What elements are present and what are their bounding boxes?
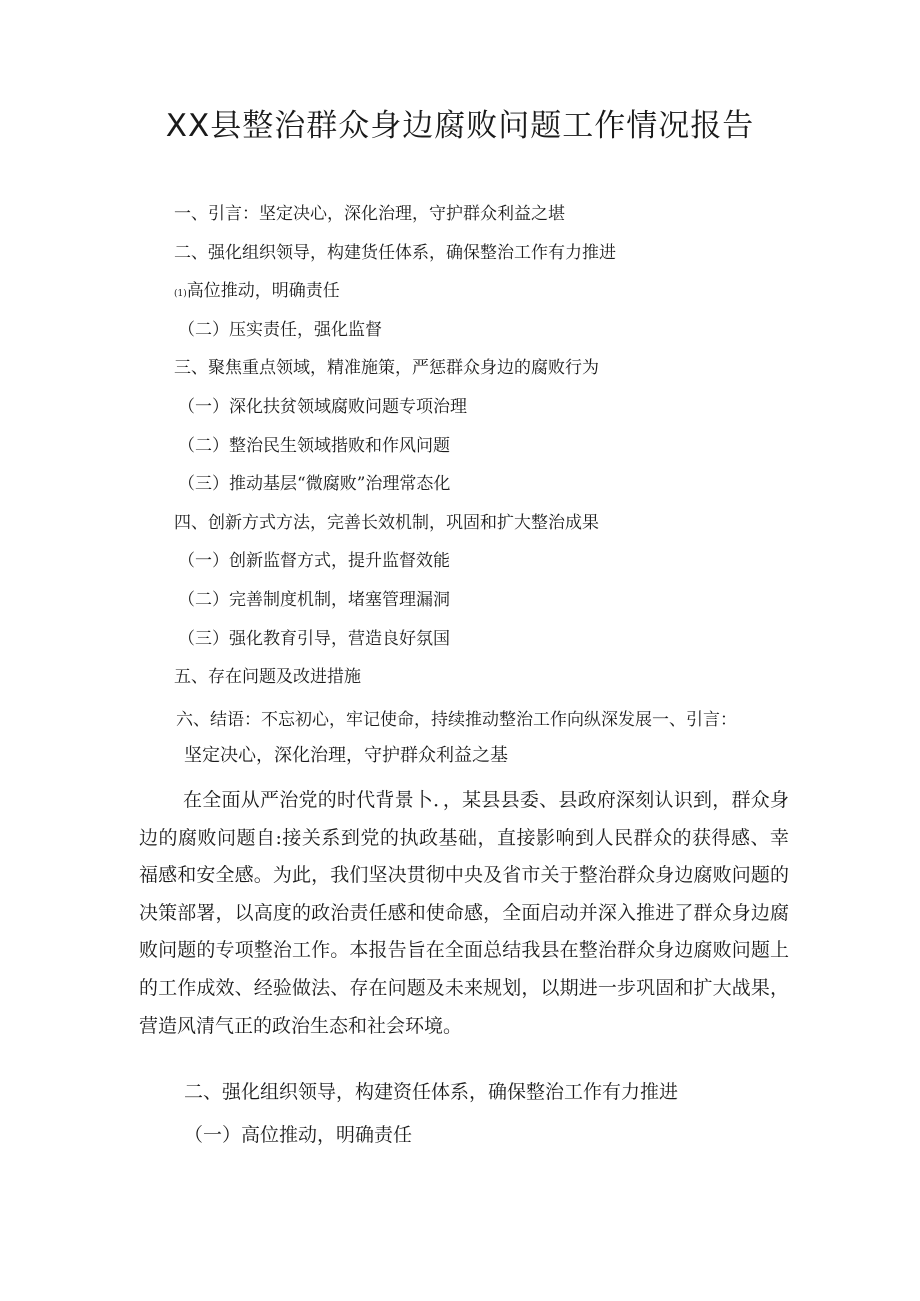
body-paragraph: 在全面从严治党的时代背景卜．，某县县委、县政府深刻认识到，群众身边的腐败问题自:接关系到党的执政基础，直接影响到人民群众的获得感、幸福感和安全感。为此，我们坚决贯彻中央及省市关于整治群众身边腐败问题的决策部署，以高度的政治责任感和使命感，全面启动并深入推进了群众身边腐败问题的专项整治工作。本报告旨在全面总结我县在整治群众身边腐败问题上的工作成效、经验做法、存在问题及未来规划，以期进一步巩固和扩大战果，营造风清气正的政治生态和社会环境。 [139,789,789,1037]
toc-item: （二）完善制度机制，堵塞管理漏洞 [178,589,450,610]
toc-item: 三、聚焦重点领域，精准施策，严惩群众身边的腐败行为 [174,358,599,379]
toc-item-prefix: (1) [174,289,187,300]
toc-item: （二）压实责任，强化监督 [178,319,382,340]
toc-item-label: 高位推动，明确责任 [186,281,340,302]
toc-item: （三）强化教育引导，营造良好氛国 [178,628,450,649]
toc-item [174,278,814,317]
toc-item: （一）创新监督方式，提升监督效能 [178,551,450,572]
document-title: XX县整治群众身边腐败问题工作情况报告 [165,108,755,144]
toc-item: 二、强化组织领导，构建货任体系，确保整治工作有力推进 [174,242,616,263]
toc-item: 五、存在问题及改进措施 [174,667,361,688]
toc-item: （二）整治民生领域揩败和作风问题 [178,435,450,456]
subsection-one-heading: （一）高位推动，明确责任 [184,1124,413,1146]
toc-item: 一、引言：坚定决心，深化治理，守护群众利益之堪 [174,204,565,224]
toc-item: （一）深化扶贫领域腐败问题专项治理 [178,396,467,417]
toc-item-conclusion: 六、结语：不忘初心，牢记使命，持续推动整治工作向纵深发展一、引言： [176,710,737,730]
section-two-heading: 二、强化组织领导，构建资任体系，确保整治工作有力推进 [184,1081,679,1103]
toc-item: 四、创新方式方法，完善长效机制，巩固和扩大整治成果 [174,512,599,533]
table-of-contents [174,201,814,703]
toc-item: （三）推动基层“微腐败”治理常态化 [178,474,451,495]
section-one-heading: 坚定决心，深化治理，守护群众利益之基 [184,745,508,766]
